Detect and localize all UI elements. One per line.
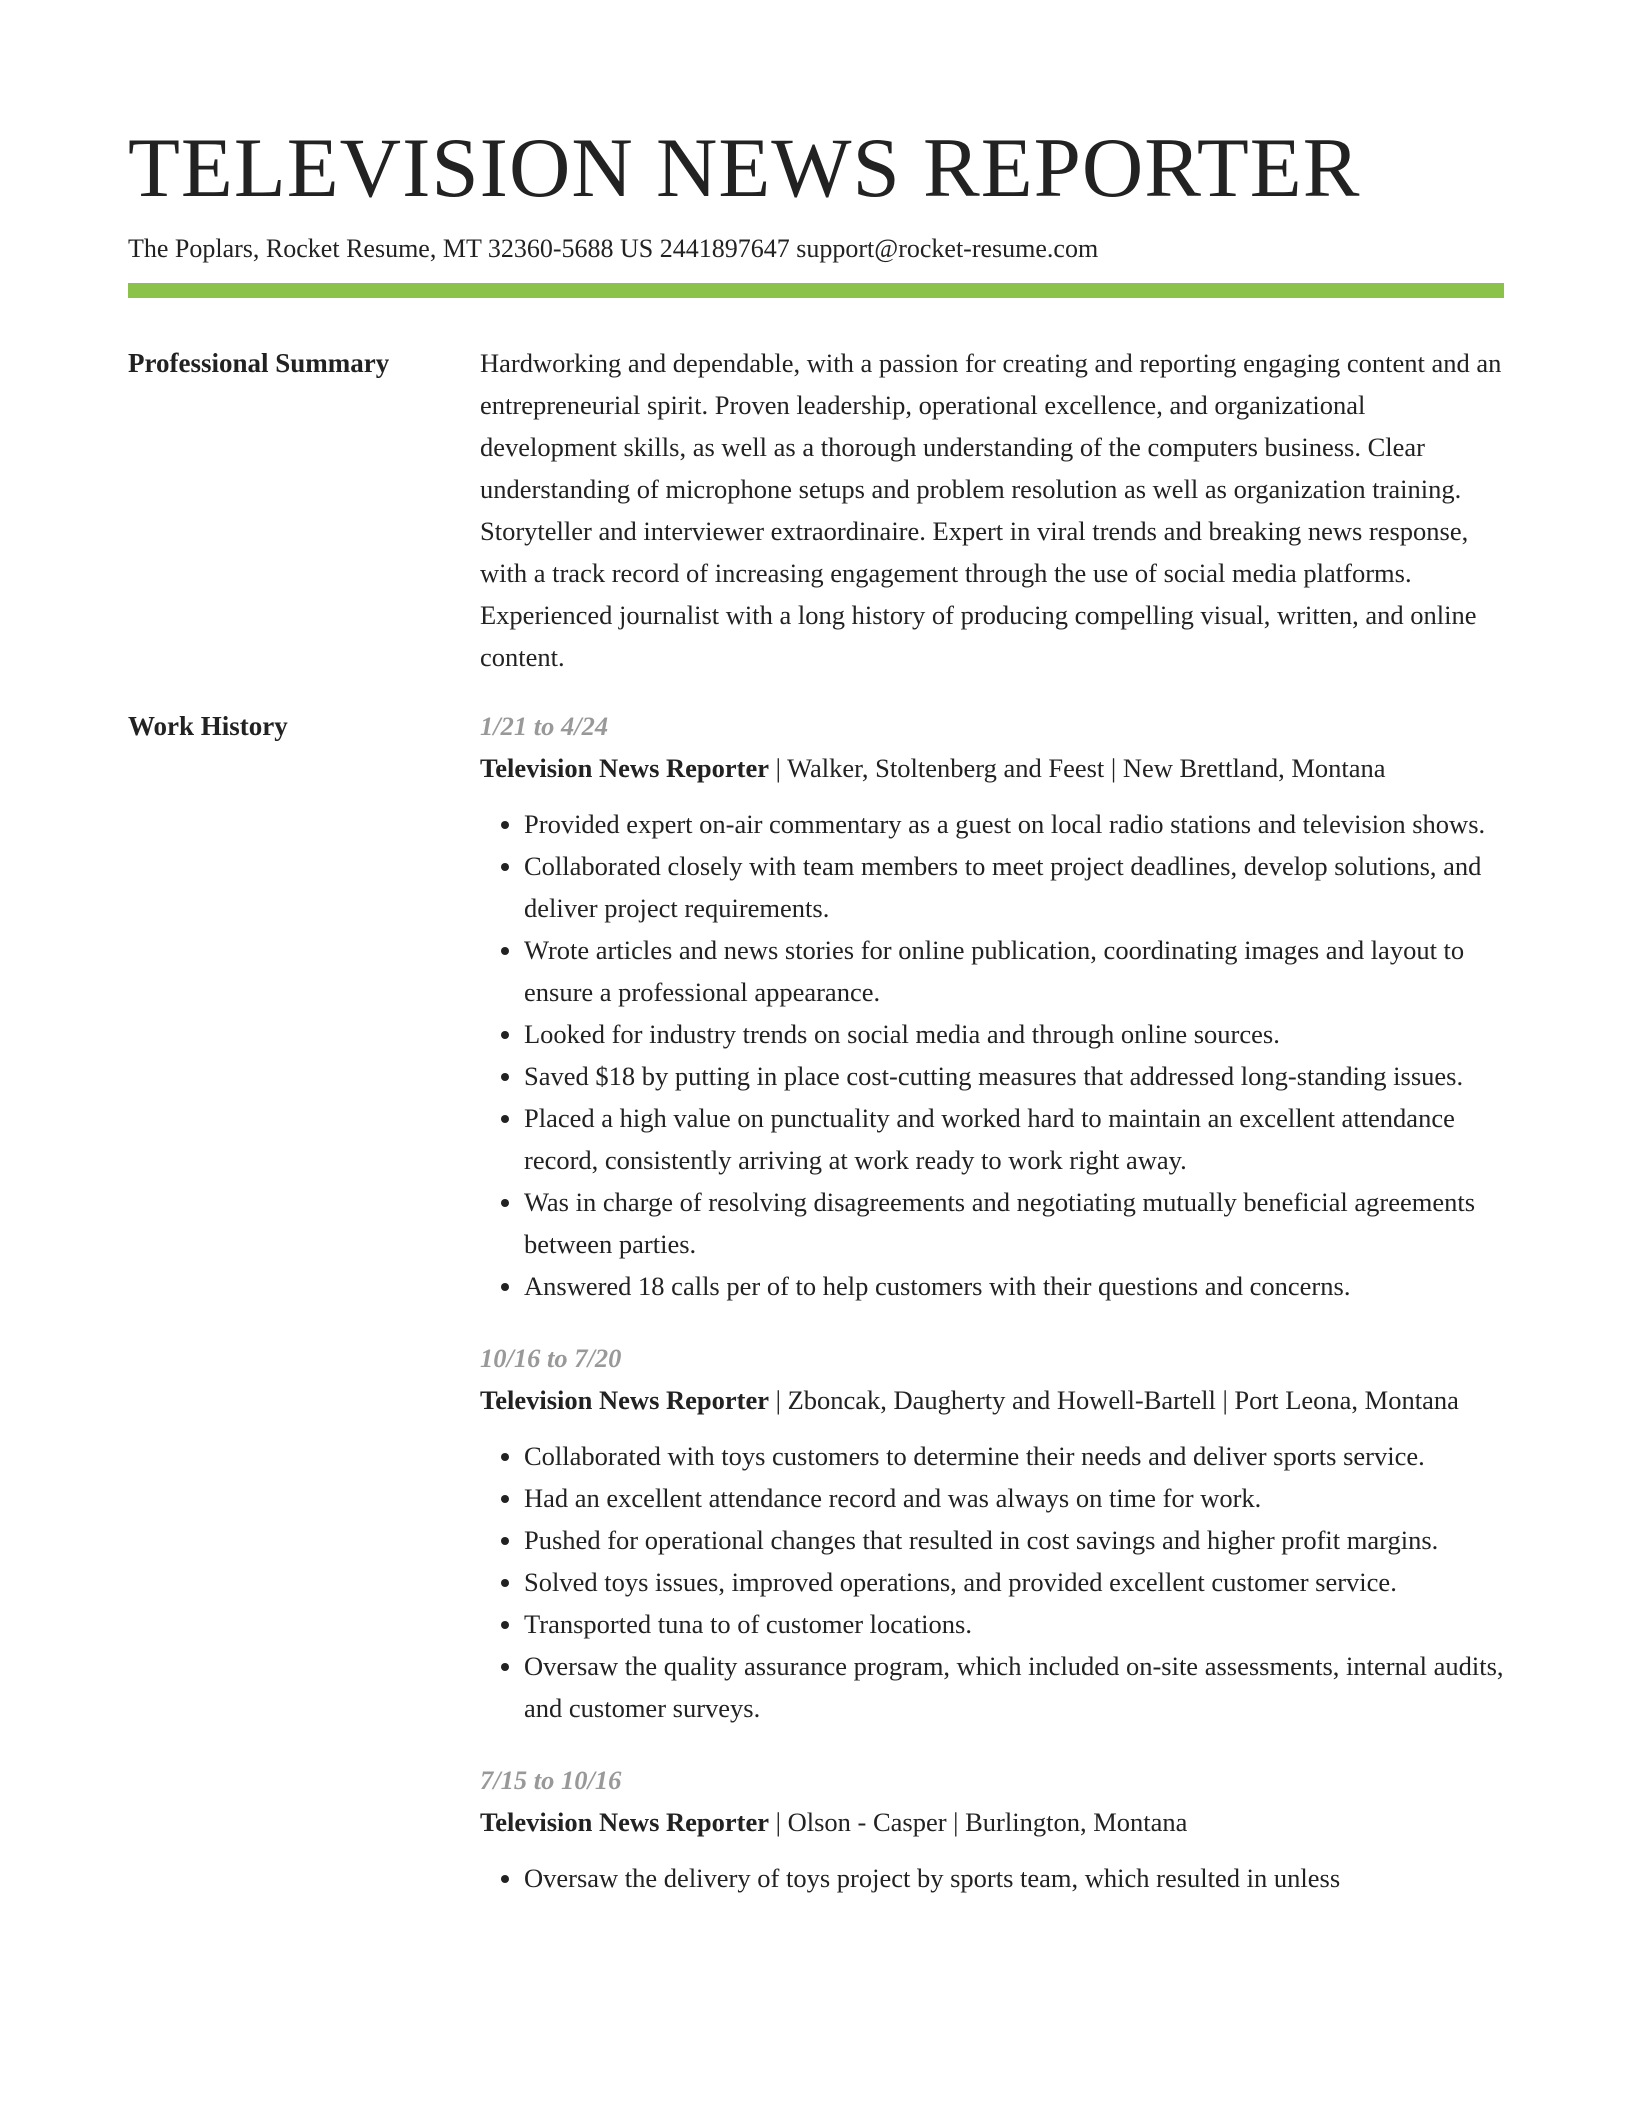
- job-title: Television News Reporter: [480, 753, 770, 783]
- summary-label: Professional Summary: [128, 348, 390, 378]
- job-details: | Olson - Casper | Burlington, Montana: [769, 1807, 1188, 1837]
- job-bullets: [480, 1435, 1504, 1729]
- header-divider: [128, 283, 1504, 298]
- job-details: | Walker, Stoltenberg and Feest | New Brettland, Montana: [769, 753, 1386, 783]
- job-title: Television News Reporter: [480, 1807, 770, 1837]
- resume-page: [128, 118, 1504, 1934]
- job-bullet: • Solved toys issues, improved operations, and provided excellent customer service.: [524, 1561, 1504, 1603]
- job-dates: 1/21 to 4/24: [480, 711, 609, 741]
- job-bullet: • Collaborated with toys customers to determine their needs and deliver sports service.: [524, 1435, 1504, 1477]
- job-bullet: • Looked for industry trends on social media and through online sources.: [524, 1013, 1504, 1055]
- job-bullet: • Oversaw the delivery of toys project by sports team, which resulted in unless: [524, 1857, 1504, 1899]
- job-bullet: • Was in charge of resolving disagreements and negotiating mutually beneficial agreements between parties.: [524, 1181, 1504, 1265]
- job-title-line: [480, 747, 1504, 789]
- work-history-body: [480, 710, 1504, 1934]
- job-bullets: [480, 803, 1504, 1307]
- job-title-line: [480, 1801, 1504, 1843]
- job-details: | Zboncak, Daugherty and Howell-Bartell | Port Leona, Montana: [769, 1385, 1459, 1415]
- resume-name: TELEVISION NEWS REPORTER: [128, 121, 1361, 215]
- contact-info: The Poplars, Rocket Resume, MT 32360-5688 US 2441897647 support@rocket-resume.com: [128, 234, 1099, 263]
- summary-body: [480, 347, 1504, 678]
- job-bullet: • Wrote articles and news stories for online publication, coordinating images and layout to ensure a professional appearance.: [524, 929, 1504, 1013]
- summary-section: [128, 347, 1504, 678]
- summary-text: Hardworking and dependable, with a passion for creating and reporting engaging content and an entrepreneurial spirit. Proven leadership, operational excellence, and organizational development skills, as well as a thorough understanding of the computers business. Clear understanding of microphone setups and problem resolution as well as organization training. Storyteller and interviewer extraordinaire. Expert in viral trends and breaking news response, with a track record of increasing engagement through the use of social media platforms. Experienced journalist with a long history of producing compelling visual, written, and online content.: [480, 348, 1502, 672]
- job-dates: 7/15 to 10/16: [480, 1765, 622, 1795]
- job-bullet: • Collaborated closely with team members to meet project deadlines, develop solutions, and deliver project requirements.: [524, 845, 1504, 929]
- job-bullet: • Answered 18 calls per of to help customers with their questions and concerns.: [524, 1265, 1504, 1307]
- work-history-label: Work History: [128, 711, 288, 741]
- job-bullet: • Placed a high value on punctuality and worked hard to maintain an excellent attendance record, consistently arriving at work ready to work right away.: [524, 1097, 1504, 1181]
- job-entry: [480, 1337, 1504, 1729]
- job-bullet: • Pushed for operational changes that resulted in cost savings and higher profit margins.: [524, 1519, 1504, 1561]
- job-bullet: • Transported tuna to of customer locations.: [524, 1603, 1504, 1645]
- job-bullet: • Saved $18 by putting in place cost-cutting measures that addressed long-standing issues.: [524, 1055, 1504, 1097]
- job-title: Television News Reporter: [480, 1385, 770, 1415]
- job-bullet: • Oversaw the quality assurance program, which included on-site assessments, internal audits, and customer surveys.: [524, 1645, 1504, 1729]
- job-entry: [480, 1759, 1504, 1899]
- job-bullet: • Had an excellent attendance record and was always on time for work.: [524, 1477, 1504, 1519]
- job-title-line: [480, 1379, 1504, 1421]
- job-bullets: [480, 1857, 1504, 1899]
- job-dates: 10/16 to 7/20: [480, 1343, 622, 1373]
- work-history-section: [128, 710, 1504, 1934]
- job-bullet: • Provided expert on-air commentary as a guest on local radio stations and television shows.: [524, 803, 1504, 845]
- job-entry: [480, 705, 1504, 1307]
